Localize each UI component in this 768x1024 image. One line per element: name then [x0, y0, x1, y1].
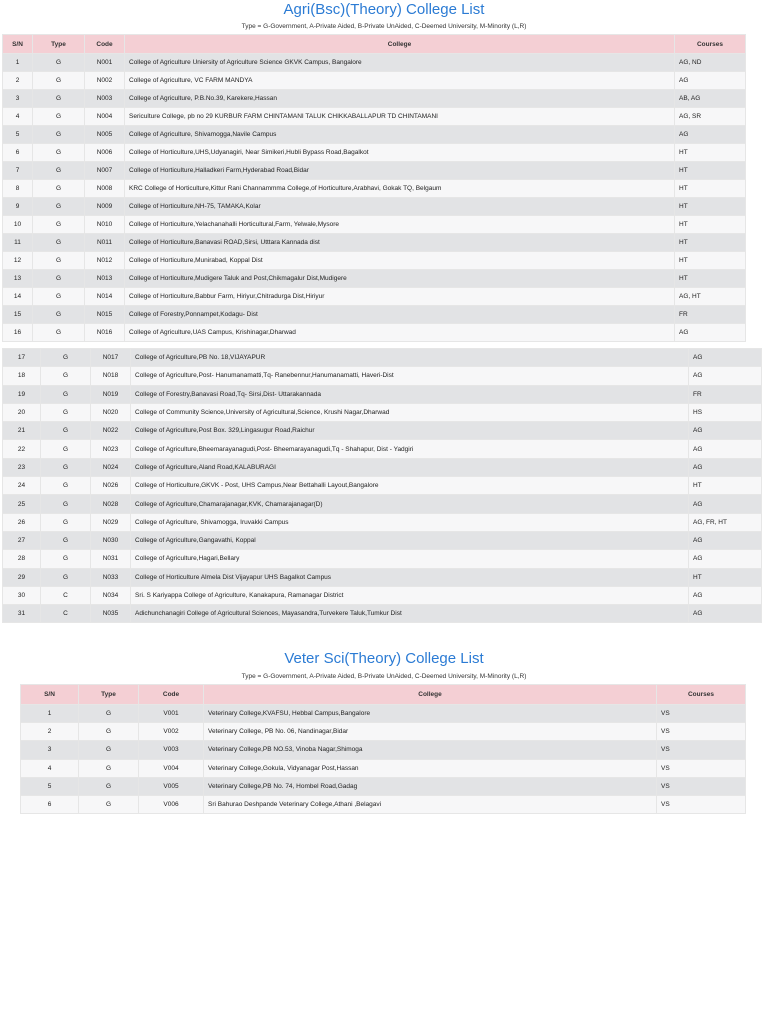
cell-college: College of Agriculture,Post Box. 329,Lingasugur Road,Raichur	[131, 422, 689, 440]
cell-type: G	[33, 90, 85, 108]
cell-courses: AG	[689, 605, 762, 623]
cell-college: College of Horticulture,Munirabad, Koppal Dist	[125, 252, 675, 270]
cell-courses: AG	[689, 495, 762, 513]
cell-code: N017	[91, 349, 131, 367]
table-row	[3, 180, 746, 198]
cell-sn: 5	[3, 126, 33, 144]
cell-type: G	[41, 477, 91, 495]
cell-code: N035	[91, 605, 131, 623]
cell-sn: 3	[21, 741, 79, 759]
cell-code: N033	[91, 568, 131, 586]
table-header-row	[21, 685, 746, 705]
table-row	[3, 513, 762, 531]
cell-type: G	[33, 288, 85, 306]
table-row	[3, 234, 746, 252]
table-row	[3, 586, 762, 604]
cell-sn: 28	[3, 550, 41, 568]
cell-sn: 24	[3, 477, 41, 495]
cell-code: N002	[85, 72, 125, 90]
cell-college: College of Agriculture,Chamarajanagar,KVK, Chamarajanagar(D)	[131, 495, 689, 513]
cell-type: G	[79, 705, 139, 723]
cell-sn: 11	[3, 234, 33, 252]
column-header-code: Code	[139, 685, 204, 705]
cell-courses: AB, AG	[675, 90, 746, 108]
agri-college-table-part-2	[2, 348, 762, 623]
cell-courses: HT	[675, 270, 746, 288]
cell-sn: 9	[3, 198, 33, 216]
table-row	[3, 306, 746, 324]
column-header-college: College	[204, 685, 657, 705]
cell-courses: VS	[657, 741, 746, 759]
cell-type: C	[41, 586, 91, 604]
cell-type: G	[41, 422, 91, 440]
cell-courses: HT	[675, 198, 746, 216]
cell-sn: 10	[3, 216, 33, 234]
cell-type: G	[41, 495, 91, 513]
table-row	[21, 705, 746, 723]
cell-courses: AG	[675, 126, 746, 144]
cell-courses: AG	[689, 586, 762, 604]
cell-college: College of Agriculture, P.B.No.39, Karekere,Hassan	[125, 90, 675, 108]
cell-code: N026	[91, 477, 131, 495]
cell-code: N015	[85, 306, 125, 324]
cell-code: N011	[85, 234, 125, 252]
table-row	[21, 777, 746, 795]
cell-code: N010	[85, 216, 125, 234]
cell-type: G	[41, 531, 91, 549]
cell-college: College of Horticulture,Yelachanahalli Horticultural,Farm, Yelwale,Mysore	[125, 216, 675, 234]
cell-courses: AG	[675, 72, 746, 90]
cell-courses: FR	[689, 385, 762, 403]
cell-code: V001	[139, 705, 204, 723]
table-row	[3, 108, 746, 126]
cell-sn: 1	[21, 705, 79, 723]
cell-code: V004	[139, 759, 204, 777]
cell-type: G	[79, 759, 139, 777]
cell-college: Veterinary College,PB No. 74, Hombel Road,Gadag	[204, 777, 657, 795]
cell-sn: 30	[3, 586, 41, 604]
cell-courses: VS	[657, 723, 746, 741]
cell-code: V006	[139, 795, 204, 813]
table-row	[3, 367, 762, 385]
cell-code: N008	[85, 180, 125, 198]
cell-type: G	[79, 741, 139, 759]
cell-college: College of Agriculture, VC FARM MANDYA	[125, 72, 675, 90]
cell-courses: VS	[657, 795, 746, 813]
cell-courses: HT	[675, 180, 746, 198]
table-row	[3, 162, 746, 180]
table-row	[3, 403, 762, 421]
cell-type: G	[79, 795, 139, 813]
veter-type-legend: Type = G-Government, A-Private Aided, B-Private UnAided, C-Deemed University, M-Minority (L,R)	[241, 673, 527, 680]
table-row	[3, 270, 746, 288]
cell-sn: 2	[3, 72, 33, 90]
cell-college: College of Agriculture,Aland Road,KALABURAGI	[131, 458, 689, 476]
column-header-type: Type	[79, 685, 139, 705]
cell-college: College of Forestry,Ponnampet,Kodagu- Dist	[125, 306, 675, 324]
cell-sn: 4	[21, 759, 79, 777]
cell-college: Adichunchanagiri College of Agricultural Sciences, Mayasandra,Turvekere Taluk,Tumkur Dist	[131, 605, 689, 623]
cell-sn: 14	[3, 288, 33, 306]
cell-type: G	[33, 162, 85, 180]
cell-type: G	[41, 550, 91, 568]
cell-type: G	[41, 403, 91, 421]
cell-type: C	[41, 605, 91, 623]
cell-type: G	[33, 234, 85, 252]
cell-college: College of Agriculture, Shivamogga,Navile Campus	[125, 126, 675, 144]
cell-type: G	[41, 367, 91, 385]
cell-courses: AG	[689, 531, 762, 549]
table-row	[3, 144, 746, 162]
table-row	[3, 72, 746, 90]
table-row	[21, 741, 746, 759]
cell-college: KRC College of Horticulture,Kittur Rani Channammma College,of Horticulture,Arabhavi, Gokak TQ, Belgaum	[125, 180, 675, 198]
table-row	[3, 216, 746, 234]
cell-type: G	[41, 349, 91, 367]
cell-code: N003	[85, 90, 125, 108]
cell-sn: 8	[3, 180, 33, 198]
cell-courses: HT	[675, 144, 746, 162]
table-row	[3, 568, 762, 586]
cell-courses: HT	[675, 162, 746, 180]
table-row	[3, 531, 762, 549]
cell-courses: AG, HT	[675, 288, 746, 306]
veter-college-table	[20, 684, 746, 814]
cell-code: V003	[139, 741, 204, 759]
cell-type: G	[79, 777, 139, 795]
cell-type: G	[41, 513, 91, 531]
table-row	[3, 54, 746, 72]
cell-code: N029	[91, 513, 131, 531]
cell-sn: 4	[3, 108, 33, 126]
table-row	[21, 723, 746, 741]
cell-code: N020	[91, 403, 131, 421]
table-row	[3, 349, 762, 367]
cell-type: G	[33, 54, 85, 72]
cell-college: Veterinary College, PB No. 06, Nandinagar,Bidar	[204, 723, 657, 741]
table-row	[3, 288, 746, 306]
cell-courses: AG, FR, HT	[689, 513, 762, 531]
cell-college: Veterinary College,KVAFSU, Hebbal Campus,Bangalore	[204, 705, 657, 723]
cell-type: G	[79, 723, 139, 741]
cell-sn: 20	[3, 403, 41, 421]
cell-college: College of Agriculture,Bheemarayanagudi,Post- Bheemarayanagudi,Tq - Shahapur, Dist - Yadgiri	[131, 440, 689, 458]
cell-sn: 19	[3, 385, 41, 403]
cell-sn: 16	[3, 324, 33, 342]
cell-courses: AG	[689, 550, 762, 568]
cell-code: N028	[91, 495, 131, 513]
cell-courses: AG	[689, 367, 762, 385]
cell-courses: AG	[689, 440, 762, 458]
cell-college: College of Agriculture,Gangavathi, Koppal	[131, 531, 689, 549]
cell-type: G	[33, 270, 85, 288]
cell-code: N024	[91, 458, 131, 476]
cell-courses: AG	[689, 458, 762, 476]
cell-code: N016	[85, 324, 125, 342]
cell-type: G	[33, 252, 85, 270]
cell-courses: AG	[689, 422, 762, 440]
cell-type: G	[33, 216, 85, 234]
cell-courses: HT	[689, 477, 762, 495]
cell-type: G	[41, 458, 91, 476]
table-header-row	[3, 35, 746, 54]
table-row	[3, 385, 762, 403]
cell-college: College of Community Science,University of Agricultural,Science, Krushi Nagar,Dharwad	[131, 403, 689, 421]
cell-sn: 13	[3, 270, 33, 288]
cell-college: College of Horticulture,NH-75, TAMAKA,Kolar	[125, 198, 675, 216]
cell-college: College of Agriculture,PB No. 18,VIJAYAPUR	[131, 349, 689, 367]
cell-type: G	[41, 385, 91, 403]
cell-code: N019	[91, 385, 131, 403]
column-header-college: College	[125, 35, 675, 54]
cell-college: College of Agriculture, Shivamogga, Iruvakki Campus	[131, 513, 689, 531]
cell-code: N014	[85, 288, 125, 306]
cell-college: Veterinary College,PB NO.53, Vinoba Nagar,Shimoga	[204, 741, 657, 759]
cell-type: G	[33, 324, 85, 342]
cell-college: College of Horticulture,GKVK - Post, UHS Campus,Near Bettahalli Layout,Bangalore	[131, 477, 689, 495]
table-row	[21, 795, 746, 813]
cell-sn: 5	[21, 777, 79, 795]
cell-code: N001	[85, 54, 125, 72]
cell-type: G	[41, 440, 91, 458]
column-header-code: Code	[85, 35, 125, 54]
cell-sn: 6	[21, 795, 79, 813]
cell-college: Sri. S Kariyappa College of Agriculture, Kanakapura, Ramanagar District	[131, 586, 689, 604]
cell-sn: 12	[3, 252, 33, 270]
table-row	[3, 252, 746, 270]
table-row	[3, 126, 746, 144]
column-header-sn: S/N	[3, 35, 33, 54]
column-header-sn: S/N	[21, 685, 79, 705]
cell-courses: HS	[689, 403, 762, 421]
cell-code: N012	[85, 252, 125, 270]
cell-college: College of Horticulture,UHS,Udyanagiri, Near Simikeri,Hubli Bypass Road,Bagalkot	[125, 144, 675, 162]
cell-code: N007	[85, 162, 125, 180]
cell-college: College of Horticulture,Mudigere Taluk and Post,Chikmagalur Dist,Mudigere	[125, 270, 675, 288]
table-row	[3, 550, 762, 568]
cell-code: N013	[85, 270, 125, 288]
cell-sn: 27	[3, 531, 41, 549]
cell-college: Veterinary College,Gokula, Vidyanagar Post,Hassan	[204, 759, 657, 777]
cell-code: N009	[85, 198, 125, 216]
cell-courses: AG	[689, 349, 762, 367]
cell-type: G	[33, 72, 85, 90]
cell-code: N031	[91, 550, 131, 568]
cell-courses: FR	[675, 306, 746, 324]
table-row	[3, 324, 746, 342]
table-row	[3, 198, 746, 216]
cell-sn: 26	[3, 513, 41, 531]
cell-code: N022	[91, 422, 131, 440]
cell-courses: HT	[675, 216, 746, 234]
cell-type: G	[33, 108, 85, 126]
table-row	[3, 458, 762, 476]
cell-type: G	[33, 306, 85, 324]
cell-code: V002	[139, 723, 204, 741]
cell-code: V005	[139, 777, 204, 795]
cell-type: G	[41, 568, 91, 586]
cell-courses: AG	[675, 324, 746, 342]
cell-sn: 25	[3, 495, 41, 513]
cell-college: College of Forestry,Banavasi Road,Tq- Sirsi,Dist- Uttarakannada	[131, 385, 689, 403]
table-row	[3, 422, 762, 440]
agri-college-table-part-1	[2, 34, 746, 342]
cell-courses: HT	[689, 568, 762, 586]
veter-title: Veter Sci(Theory) College List	[284, 650, 484, 667]
cell-code: N018	[91, 367, 131, 385]
cell-type: G	[33, 180, 85, 198]
cell-sn: 29	[3, 568, 41, 586]
cell-sn: 3	[3, 90, 33, 108]
cell-college: College of Horticulture,Halladkeri Farm,Hyderabad Road,Bidar	[125, 162, 675, 180]
cell-courses: AG, SR	[675, 108, 746, 126]
cell-sn: 17	[3, 349, 41, 367]
cell-courses: HT	[675, 234, 746, 252]
cell-college: College of Agriculture,Post- Hanumanamatti,Tq- Ranebennur,Hanumanamatti, Haveri-Dist	[131, 367, 689, 385]
cell-courses: VS	[657, 705, 746, 723]
cell-college: Sri Bahurao Deshpande Veterinary College,Athani ,Belagavi	[204, 795, 657, 813]
cell-type: G	[33, 198, 85, 216]
column-header-type: Type	[33, 35, 85, 54]
table-row	[3, 495, 762, 513]
table-row	[3, 477, 762, 495]
cell-code: N023	[91, 440, 131, 458]
cell-sn: 18	[3, 367, 41, 385]
cell-college: College of Agriculture,Hagari,Bellary	[131, 550, 689, 568]
cell-sn: 1	[3, 54, 33, 72]
cell-courses: HT	[675, 252, 746, 270]
cell-sn: 31	[3, 605, 41, 623]
cell-college: College of Horticulture,Banavasi ROAD,Sirsi, Utttara Kannada dist	[125, 234, 675, 252]
cell-sn: 23	[3, 458, 41, 476]
cell-courses: VS	[657, 777, 746, 795]
cell-code: N004	[85, 108, 125, 126]
cell-code: N005	[85, 126, 125, 144]
cell-college: College of Horticulture,Babbur Farm, Hiriyur,Chitradurga Dist,Hiriyur	[125, 288, 675, 306]
cell-college: College of Horticulture Almela Dist Vijayapur UHS Bagalkot Campus	[131, 568, 689, 586]
cell-code: N034	[91, 586, 131, 604]
cell-sn: 7	[3, 162, 33, 180]
table-row	[21, 759, 746, 777]
cell-sn: 21	[3, 422, 41, 440]
cell-courses: AG, ND	[675, 54, 746, 72]
agri-type-legend: Type = G-Government, A-Private Aided, B-Private UnAided, C-Deemed University, M-Minority (L,R)	[241, 23, 527, 30]
cell-type: G	[33, 144, 85, 162]
cell-code: N030	[91, 531, 131, 549]
cell-sn: 22	[3, 440, 41, 458]
cell-college: College of Agriculture Uniersity of Agriculture Science GKVK Campus, Bangalore	[125, 54, 675, 72]
table-row	[3, 440, 762, 458]
agri-title: Agri(Bsc)(Theory) College List	[283, 1, 485, 18]
cell-sn: 15	[3, 306, 33, 324]
cell-sn: 2	[21, 723, 79, 741]
table-row	[3, 90, 746, 108]
cell-type: G	[33, 126, 85, 144]
cell-college: Sericulture College, pb no 29 KURBUR FARM CHINTAMANI TALUK CHIKKABALLAPUR TD CHINTAMANI	[125, 108, 675, 126]
cell-college: College of Agriculture,UAS Campus, Krishinagar,Dharwad	[125, 324, 675, 342]
table-row	[3, 605, 762, 623]
column-header-courses: Courses	[675, 35, 746, 54]
column-header-courses: Courses	[657, 685, 746, 705]
cell-courses: VS	[657, 759, 746, 777]
cell-code: N006	[85, 144, 125, 162]
cell-sn: 6	[3, 144, 33, 162]
